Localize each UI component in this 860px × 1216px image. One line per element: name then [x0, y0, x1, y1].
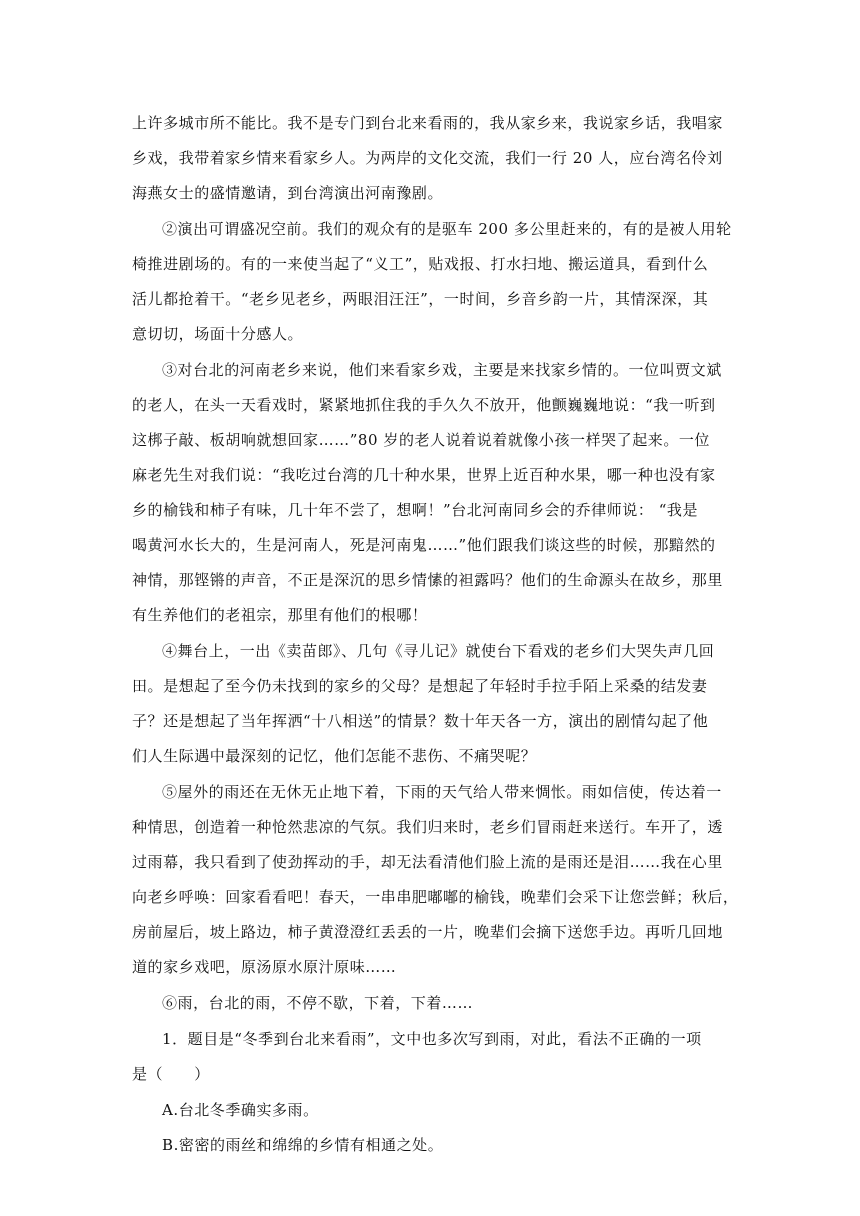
text-line: ⑥雨，台北的雨，不停不歇，下着，下着…… [162, 994, 474, 1012]
text-line: 活儿都抢着干。“老乡见老乡，两眼泪汪汪”，一时间，乡音乡韵一片，其情深深，其 [132, 290, 709, 308]
text-line: 神情，那铿锵的声音，不正是深沉的思乡情愫的袒露吗？他们的生命源头在故乡，那里 [132, 571, 723, 589]
text-line: 田。是想起了至今仍未找到的家乡的父母？是想起了年轻时手拉手陌上采桑的结发妻 [132, 677, 708, 695]
text-line: 子？还是想起了当年挥洒“十八相送”的情景？数十年天各一方，演出的剧情勾起了他 [132, 712, 709, 730]
paragraph-4 [132, 634, 728, 774]
text-line: 道的家乡戏吧，原汤原水原汁原味…… [132, 958, 397, 976]
text-line: ②演出可谓盛况空前。我们的观众有的是驱车 200 多公里赶来的，有的是被人用轮 [162, 220, 732, 238]
text-line: 过雨幕，我只看到了使劲挥动的手，却无法看清他们脸上流的是雨还是泪……我在心里 [132, 853, 723, 871]
paragraph-intro [132, 106, 728, 211]
text-line: 的老人，在头一天看戏时，紧紧地抓住我的手久久不放开，他颤巍巍地说：“我一听到 [132, 396, 716, 414]
text-line: 意切切，场面十分感人。 [132, 325, 304, 343]
paragraph-2 [132, 212, 732, 352]
option-list [132, 1093, 728, 1163]
text-line: 们人生际遇中最深刻的记忆，他们怎能不悲伤、不痛哭呢？ [132, 747, 537, 765]
paragraph-5 [132, 775, 739, 985]
option-b: B.密密的雨丝和绵绵的乡情有相通之处。 [162, 1136, 444, 1154]
text-line: 乡戏，我带着家乡情来看家乡人。为两岸的文化交流，我们一行 20 人，应台湾名伶刘 [132, 149, 723, 167]
paragraph-6 [132, 986, 728, 1021]
text-line: 喝黄河水长大的，生是河南人，死是河南鬼……”他们跟我们谈这些的时候，那黯然的 [132, 536, 716, 554]
text-line: 向老乡呼唤：回家看看吧！春天，一串串肥嘟嘟的榆钱，晚辈们会采下让您尝鲜；秋后， [132, 888, 739, 906]
question-text: 1．题目是“冬季到台北来看雨”，文中也多次写到雨，对此，看法不正确的一项 [162, 1030, 702, 1048]
text-line: 麻老先生对我们说：“我吃过台湾的几十种水果，世界上近百种水果，哪一种也没有家 [132, 466, 716, 484]
text-line: 椅推进剧场的。有的一来使当起了“义工”，贴戏报、打水扫地、搬运道具，看到什么 [132, 255, 709, 273]
text-line: ⑤屋外的雨还在无休无止地下着，下雨的天气给人带来惆怅。雨如信使，传达着一 [162, 783, 722, 801]
text-line: 乡的榆钱和柿子有味，几十年不尝了，想啊！”台北河南同乡会的乔律师说： “我是 [132, 501, 699, 519]
question-text: 是（ ） [132, 1065, 210, 1083]
text-line: ④舞台上，一出《卖苗郎》、几句《寻儿记》就使台下看戏的老乡们大哭失声几回 [162, 642, 715, 660]
text-line: 这梆子敲、板胡响就想回家……”80 岁的老人说着说着就像小孩一样哭了起来。一位 [132, 431, 710, 449]
paragraph-3 [132, 353, 728, 633]
option-a: A.台北冬季确实多雨。 [162, 1101, 319, 1119]
text-line: 有生养他们的老祖宗，那里有他们的根哪！ [132, 606, 428, 624]
text-line: 海燕女士的盛情邀请，到台湾演出河南豫剧。 [132, 184, 444, 202]
text-line: 上许多城市所不能比。我不是专门到台北来看雨的，我从家乡来，我说家乡话，我唱家 [132, 114, 723, 132]
text-line: 房前屋后，坡上路边，柿子黄澄澄红丢丢的一片，晚辈们会摘下送您手边。再听几回地 [132, 923, 723, 941]
text-line: 种情思，创造着一种怆然悲凉的气氛。我们归来时，老乡们冒雨赶来送行。车开了，透 [132, 818, 723, 836]
text-line: ③对台北的河南老乡来说，他们来看家乡戏，主要是来找家乡情的。一位叫贾文斌 [162, 361, 722, 379]
question-1 [132, 1022, 728, 1092]
